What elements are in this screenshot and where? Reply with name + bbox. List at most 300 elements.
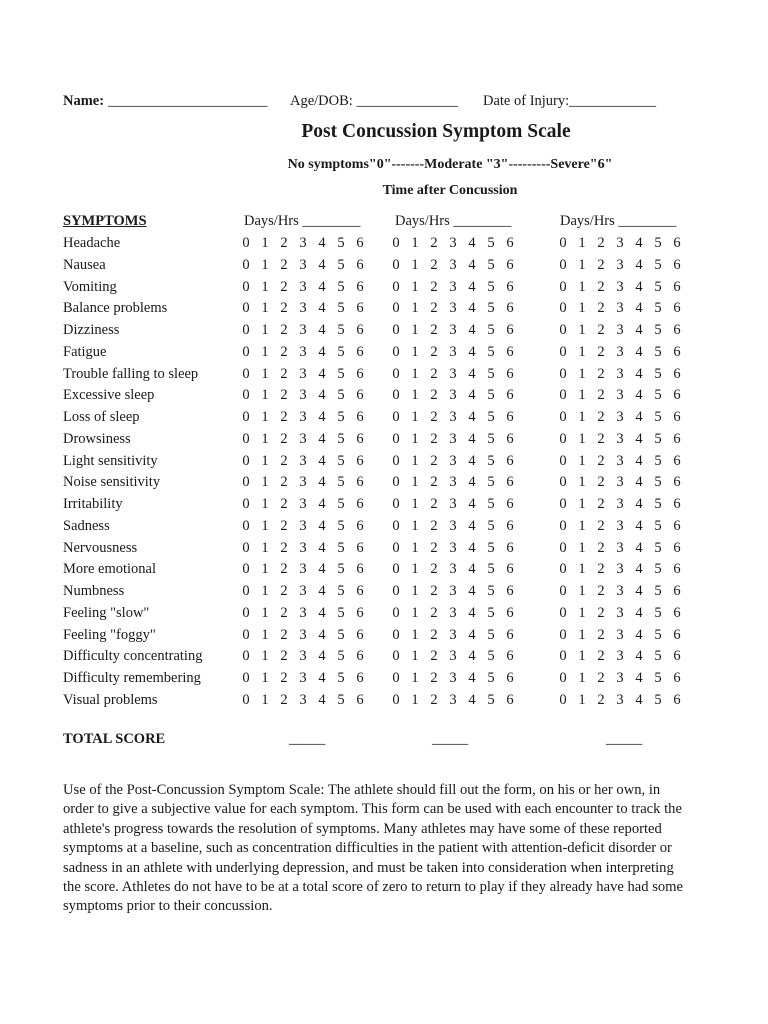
rating-option[interactable]: 2 [280, 583, 288, 599]
rating-option[interactable]: 2 [597, 409, 605, 425]
rating-option[interactable]: 1 [578, 409, 586, 425]
rating-option[interactable]: 0 [392, 430, 400, 447]
rating-option[interactable]: 2 [597, 365, 605, 382]
rating-option[interactable]: 2 [597, 626, 605, 643]
rating-option[interactable]: 0 [392, 648, 400, 665]
rating-option[interactable]: 0 [392, 670, 400, 686]
rating-option[interactable]: 2 [280, 300, 288, 317]
rating-option[interactable]: 3 [616, 300, 624, 317]
rating-option[interactable]: 4 [635, 409, 643, 425]
rating-option[interactable]: 2 [430, 343, 438, 360]
rating-option[interactable]: 4 [318, 691, 326, 708]
rating-option[interactable]: 5 [487, 235, 495, 251]
rating-option[interactable]: 2 [597, 474, 605, 491]
rating-option[interactable]: 1 [578, 691, 586, 708]
rating-option[interactable]: 1 [578, 256, 586, 273]
rating-option[interactable]: 2 [280, 691, 288, 708]
rating-option[interactable]: 3 [449, 387, 457, 404]
rating-option[interactable]: 0 [242, 300, 250, 317]
rating-option[interactable]: 6 [506, 670, 514, 686]
rating-option[interactable]: 6 [506, 691, 514, 708]
rating-option[interactable]: 1 [411, 300, 419, 317]
rating-option[interactable]: 3 [449, 256, 457, 273]
rating-option[interactable]: 3 [449, 235, 457, 251]
days-hrs-field-3[interactable]: Days/Hrs ________ [560, 213, 677, 229]
rating-option[interactable]: 0 [559, 430, 567, 447]
rating-option[interactable]: 1 [578, 583, 586, 599]
rating-option[interactable]: 3 [616, 670, 624, 686]
rating-option[interactable]: 2 [280, 517, 288, 534]
rating-option[interactable]: 6 [506, 583, 514, 599]
rating-option[interactable]: 3 [616, 387, 624, 404]
rating-option[interactable]: 6 [356, 539, 364, 556]
rating-option[interactable]: 0 [392, 300, 400, 317]
rating-option[interactable]: 4 [635, 539, 643, 556]
rating-option[interactable]: 5 [487, 691, 495, 708]
rating-option[interactable]: 0 [559, 670, 567, 686]
rating-option[interactable]: 4 [468, 387, 476, 404]
rating-option[interactable]: 4 [468, 517, 476, 534]
rating-option[interactable]: 6 [356, 474, 364, 491]
rating-option[interactable]: 1 [261, 583, 269, 599]
rating-option[interactable]: 6 [356, 604, 364, 621]
rating-option[interactable]: 3 [299, 365, 307, 382]
rating-option[interactable]: 0 [392, 278, 400, 295]
rating-option[interactable]: 0 [392, 409, 400, 425]
rating-option[interactable]: 3 [299, 452, 307, 469]
rating-option[interactable]: 6 [673, 387, 681, 404]
rating-option[interactable]: 6 [356, 387, 364, 404]
rating-option[interactable]: 3 [449, 561, 457, 578]
rating-option[interactable]: 3 [616, 278, 624, 295]
rating-option[interactable]: 0 [242, 256, 250, 273]
rating-option[interactable]: 2 [280, 430, 288, 447]
rating-option[interactable]: 5 [337, 474, 345, 491]
rating-option[interactable]: 0 [392, 604, 400, 621]
rating-option[interactable]: 5 [337, 604, 345, 621]
rating-option[interactable]: 1 [261, 474, 269, 491]
rating-option[interactable]: 4 [318, 496, 326, 512]
rating-option[interactable]: 2 [597, 343, 605, 360]
rating-option[interactable]: 4 [318, 300, 326, 317]
rating-option[interactable]: 2 [430, 278, 438, 295]
rating-option[interactable]: 3 [449, 409, 457, 425]
rating-option[interactable]: 2 [430, 561, 438, 578]
rating-option[interactable]: 0 [559, 539, 567, 556]
rating-option[interactable]: 1 [411, 343, 419, 360]
rating-option[interactable]: 5 [487, 626, 495, 643]
rating-option[interactable]: 2 [280, 322, 288, 338]
rating-option[interactable]: 0 [392, 452, 400, 469]
rating-option[interactable]: 2 [280, 278, 288, 295]
rating-option[interactable]: 5 [487, 452, 495, 469]
rating-option[interactable]: 1 [261, 322, 269, 338]
rating-option[interactable]: 6 [356, 322, 364, 338]
rating-option[interactable]: 5 [337, 670, 345, 686]
rating-option[interactable]: 6 [673, 604, 681, 621]
rating-option[interactable]: 4 [468, 539, 476, 556]
rating-option[interactable]: 6 [356, 648, 364, 665]
rating-option[interactable]: 6 [356, 300, 364, 317]
rating-option[interactable]: 4 [468, 561, 476, 578]
rating-option[interactable]: 3 [449, 278, 457, 295]
rating-option[interactable]: 6 [673, 430, 681, 447]
rating-option[interactable]: 4 [468, 430, 476, 447]
rating-option[interactable]: 1 [578, 278, 586, 295]
rating-option[interactable]: 1 [578, 300, 586, 317]
rating-option[interactable]: 3 [616, 256, 624, 273]
rating-option[interactable]: 4 [318, 626, 326, 643]
rating-option[interactable]: 6 [356, 496, 364, 512]
rating-option[interactable]: 6 [673, 235, 681, 251]
rating-option[interactable]: 2 [280, 539, 288, 556]
rating-option[interactable]: 1 [411, 648, 419, 665]
rating-option[interactable]: 6 [356, 691, 364, 708]
rating-option[interactable]: 1 [261, 517, 269, 534]
rating-option[interactable]: 0 [392, 343, 400, 360]
rating-option[interactable]: 0 [559, 300, 567, 317]
rating-option[interactable]: 1 [261, 670, 269, 686]
rating-option[interactable]: 5 [654, 365, 662, 382]
rating-option[interactable]: 6 [506, 430, 514, 447]
rating-option[interactable]: 6 [506, 235, 514, 251]
rating-option[interactable]: 6 [506, 365, 514, 382]
rating-option[interactable]: 4 [635, 474, 643, 491]
rating-option[interactable]: 0 [559, 496, 567, 512]
rating-option[interactable]: 4 [635, 300, 643, 317]
rating-option[interactable]: 1 [411, 430, 419, 447]
rating-option[interactable]: 3 [616, 648, 624, 665]
rating-option[interactable]: 5 [337, 626, 345, 643]
rating-option[interactable]: 3 [449, 300, 457, 317]
rating-option[interactable]: 2 [430, 365, 438, 382]
rating-option[interactable]: 3 [449, 474, 457, 491]
rating-option[interactable]: 5 [654, 496, 662, 512]
rating-option[interactable]: 0 [559, 626, 567, 643]
rating-option[interactable]: 0 [392, 496, 400, 512]
rating-option[interactable]: 5 [487, 278, 495, 295]
rating-option[interactable]: 3 [449, 496, 457, 512]
rating-option[interactable]: 0 [242, 496, 250, 512]
rating-option[interactable]: 4 [468, 452, 476, 469]
rating-option[interactable]: 4 [318, 278, 326, 295]
rating-option[interactable]: 5 [654, 409, 662, 425]
rating-option[interactable]: 5 [487, 300, 495, 317]
rating-option[interactable]: 1 [578, 474, 586, 491]
rating-option[interactable]: 2 [430, 430, 438, 447]
rating-option[interactable]: 2 [280, 496, 288, 512]
rating-option[interactable]: 3 [299, 322, 307, 338]
rating-option[interactable]: 3 [299, 278, 307, 295]
rating-option[interactable]: 5 [654, 343, 662, 360]
rating-option[interactable]: 1 [411, 474, 419, 491]
rating-option[interactable]: 3 [449, 430, 457, 447]
rating-option[interactable]: 1 [578, 387, 586, 404]
rating-option[interactable]: 5 [337, 256, 345, 273]
rating-option[interactable]: 0 [559, 561, 567, 578]
rating-option[interactable]: 4 [318, 322, 326, 338]
rating-option[interactable]: 2 [597, 517, 605, 534]
rating-option[interactable]: 5 [337, 300, 345, 317]
total-score-field-1[interactable]: _____ [289, 731, 326, 747]
rating-option[interactable]: 6 [356, 452, 364, 469]
rating-option[interactable]: 2 [597, 452, 605, 469]
days-hrs-field-2[interactable]: Days/Hrs ________ [395, 213, 512, 229]
rating-option[interactable]: 0 [392, 256, 400, 273]
rating-option[interactable]: 3 [449, 452, 457, 469]
rating-option[interactable]: 1 [411, 235, 419, 251]
rating-option[interactable]: 2 [597, 561, 605, 578]
rating-option[interactable]: 0 [392, 626, 400, 643]
rating-option[interactable]: 6 [356, 561, 364, 578]
rating-option[interactable]: 1 [411, 409, 419, 425]
rating-option[interactable]: 1 [578, 517, 586, 534]
rating-option[interactable]: 2 [280, 452, 288, 469]
rating-option[interactable]: 6 [673, 583, 681, 599]
rating-option[interactable]: 4 [635, 365, 643, 382]
rating-option[interactable]: 2 [430, 235, 438, 251]
rating-option[interactable]: 6 [673, 365, 681, 382]
rating-option[interactable]: 2 [280, 387, 288, 404]
rating-option[interactable]: 5 [487, 517, 495, 534]
rating-option[interactable]: 6 [506, 387, 514, 404]
rating-option[interactable]: 6 [673, 278, 681, 295]
rating-option[interactable]: 4 [318, 648, 326, 665]
rating-option[interactable]: 4 [468, 496, 476, 512]
rating-option[interactable]: 1 [578, 604, 586, 621]
rating-option[interactable]: 4 [635, 343, 643, 360]
rating-option[interactable]: 6 [356, 256, 364, 273]
rating-option[interactable]: 1 [578, 322, 586, 338]
rating-option[interactable]: 1 [411, 604, 419, 621]
rating-option[interactable]: 2 [597, 300, 605, 317]
rating-option[interactable]: 6 [673, 452, 681, 469]
rating-option[interactable]: 4 [635, 626, 643, 643]
days-hrs-field-1[interactable]: Days/Hrs ________ [244, 213, 361, 229]
rating-option[interactable]: 1 [411, 496, 419, 512]
rating-option[interactable]: 1 [578, 496, 586, 512]
rating-option[interactable]: 2 [597, 278, 605, 295]
rating-option[interactable]: 5 [337, 430, 345, 447]
rating-option[interactable]: 4 [468, 322, 476, 338]
rating-option[interactable]: 2 [430, 626, 438, 643]
rating-option[interactable]: 0 [559, 387, 567, 404]
rating-option[interactable]: 1 [578, 430, 586, 447]
rating-option[interactable]: 4 [318, 583, 326, 599]
rating-option[interactable]: 2 [597, 387, 605, 404]
rating-option[interactable]: 3 [299, 474, 307, 491]
rating-option[interactable]: 6 [673, 256, 681, 273]
rating-option[interactable]: 2 [430, 387, 438, 404]
rating-option[interactable]: 6 [673, 343, 681, 360]
rating-option[interactable]: 1 [411, 539, 419, 556]
rating-option[interactable]: 5 [337, 322, 345, 338]
rating-option[interactable]: 4 [318, 474, 326, 491]
rating-option[interactable]: 1 [578, 670, 586, 686]
rating-option[interactable]: 4 [318, 365, 326, 382]
rating-option[interactable]: 5 [337, 343, 345, 360]
rating-option[interactable]: 4 [635, 496, 643, 512]
rating-option[interactable]: 1 [578, 561, 586, 578]
total-score-field-2[interactable]: _____ [432, 731, 469, 747]
rating-option[interactable]: 0 [559, 256, 567, 273]
rating-option[interactable]: 3 [449, 648, 457, 665]
rating-option[interactable]: 5 [654, 322, 662, 338]
rating-option[interactable]: 2 [430, 583, 438, 599]
rating-option[interactable]: 4 [468, 474, 476, 491]
rating-option[interactable]: 4 [468, 365, 476, 382]
rating-option[interactable]: 5 [654, 256, 662, 273]
rating-option[interactable]: 2 [280, 235, 288, 251]
rating-option[interactable]: 5 [487, 322, 495, 338]
rating-option[interactable]: 6 [506, 474, 514, 491]
rating-option[interactable]: 5 [487, 409, 495, 425]
rating-option[interactable]: 3 [299, 648, 307, 665]
rating-option[interactable]: 2 [280, 343, 288, 360]
rating-option[interactable]: 5 [487, 365, 495, 382]
rating-option[interactable]: 3 [299, 256, 307, 273]
rating-option[interactable]: 5 [337, 691, 345, 708]
rating-option[interactable]: 3 [616, 452, 624, 469]
rating-option[interactable]: 5 [487, 604, 495, 621]
rating-option[interactable]: 6 [506, 604, 514, 621]
rating-option[interactable]: 6 [506, 626, 514, 643]
rating-option[interactable]: 2 [280, 256, 288, 273]
rating-option[interactable]: 3 [299, 430, 307, 447]
rating-option[interactable]: 0 [242, 235, 250, 251]
rating-option[interactable]: 4 [468, 604, 476, 621]
rating-option[interactable]: 5 [487, 539, 495, 556]
rating-option[interactable]: 5 [654, 430, 662, 447]
rating-option[interactable]: 1 [578, 343, 586, 360]
rating-option[interactable]: 6 [506, 517, 514, 534]
rating-option[interactable]: 3 [299, 691, 307, 708]
rating-option[interactable]: 5 [337, 387, 345, 404]
rating-option[interactable]: 0 [559, 474, 567, 491]
rating-option[interactable]: 5 [487, 496, 495, 512]
rating-option[interactable]: 4 [635, 691, 643, 708]
rating-option[interactable]: 1 [411, 452, 419, 469]
rating-option[interactable]: 6 [673, 626, 681, 643]
rating-option[interactable]: 1 [261, 496, 269, 512]
rating-option[interactable]: 3 [616, 517, 624, 534]
rating-option[interactable]: 0 [242, 583, 250, 599]
rating-option[interactable]: 0 [559, 235, 567, 251]
rating-option[interactable]: 6 [506, 322, 514, 338]
rating-option[interactable]: 0 [242, 430, 250, 447]
rating-option[interactable]: 3 [449, 670, 457, 686]
rating-option[interactable]: 5 [337, 539, 345, 556]
rating-option[interactable]: 4 [468, 278, 476, 295]
rating-option[interactable]: 4 [318, 561, 326, 578]
rating-option[interactable]: 5 [654, 278, 662, 295]
rating-option[interactable]: 1 [411, 256, 419, 273]
rating-option[interactable]: 4 [635, 430, 643, 447]
rating-option[interactable]: 6 [673, 561, 681, 578]
rating-option[interactable]: 5 [487, 256, 495, 273]
rating-option[interactable]: 0 [242, 278, 250, 295]
rating-option[interactable]: 3 [449, 539, 457, 556]
rating-option[interactable]: 3 [616, 561, 624, 578]
rating-option[interactable]: 6 [673, 648, 681, 665]
rating-option[interactable]: 5 [654, 561, 662, 578]
rating-option[interactable]: 1 [261, 539, 269, 556]
rating-option[interactable]: 0 [392, 387, 400, 404]
rating-option[interactable]: 3 [616, 365, 624, 382]
rating-option[interactable]: 1 [261, 691, 269, 708]
rating-option[interactable]: 6 [356, 235, 364, 251]
rating-option[interactable]: 1 [578, 365, 586, 382]
rating-option[interactable]: 3 [449, 322, 457, 338]
rating-option[interactable]: 2 [597, 604, 605, 621]
rating-option[interactable]: 6 [673, 300, 681, 317]
rating-option[interactable]: 2 [597, 430, 605, 447]
rating-option[interactable]: 4 [635, 387, 643, 404]
rating-option[interactable]: 6 [356, 409, 364, 425]
rating-option[interactable]: 2 [430, 300, 438, 317]
rating-option[interactable]: 5 [654, 474, 662, 491]
rating-option[interactable]: 0 [559, 452, 567, 469]
rating-option[interactable]: 6 [673, 539, 681, 556]
rating-option[interactable]: 4 [635, 561, 643, 578]
rating-option[interactable]: 2 [280, 604, 288, 621]
rating-option[interactable]: 1 [261, 648, 269, 665]
rating-option[interactable]: 2 [280, 365, 288, 382]
rating-option[interactable]: 6 [356, 670, 364, 686]
rating-option[interactable]: 6 [506, 300, 514, 317]
rating-option[interactable]: 2 [430, 670, 438, 686]
rating-option[interactable]: 2 [597, 583, 605, 599]
rating-option[interactable]: 1 [411, 626, 419, 643]
rating-option[interactable]: 3 [449, 365, 457, 382]
rating-option[interactable]: 4 [318, 256, 326, 273]
rating-option[interactable]: 3 [616, 343, 624, 360]
rating-option[interactable]: 0 [559, 604, 567, 621]
rating-option[interactable]: 1 [261, 235, 269, 251]
rating-option[interactable]: 5 [654, 300, 662, 317]
rating-option[interactable]: 2 [430, 604, 438, 621]
date-of-injury-field[interactable]: Date of Injury:____________ [483, 93, 657, 109]
rating-option[interactable]: 1 [411, 561, 419, 578]
rating-option[interactable]: 6 [506, 452, 514, 469]
rating-option[interactable]: 1 [411, 670, 419, 686]
rating-option[interactable]: 2 [430, 648, 438, 665]
rating-option[interactable]: 4 [318, 604, 326, 621]
rating-option[interactable]: 6 [356, 430, 364, 447]
rating-option[interactable]: 2 [430, 517, 438, 534]
rating-option[interactable]: 4 [318, 343, 326, 360]
rating-option[interactable]: 0 [392, 561, 400, 578]
rating-option[interactable]: 1 [261, 278, 269, 295]
rating-option[interactable]: 6 [506, 278, 514, 295]
rating-option[interactable]: 6 [673, 691, 681, 708]
rating-option[interactable]: 3 [299, 235, 307, 251]
rating-option[interactable]: 5 [487, 648, 495, 665]
rating-option[interactable]: 1 [411, 691, 419, 708]
rating-option[interactable]: 3 [299, 387, 307, 404]
rating-option[interactable]: 3 [449, 517, 457, 534]
rating-option[interactable]: 0 [559, 322, 567, 338]
rating-option[interactable]: 5 [337, 409, 345, 425]
rating-option[interactable]: 2 [280, 409, 288, 425]
rating-option[interactable]: 1 [578, 648, 586, 665]
rating-option[interactable]: 1 [411, 387, 419, 404]
rating-option[interactable]: 4 [468, 648, 476, 665]
rating-option[interactable]: 6 [506, 409, 514, 425]
rating-option[interactable]: 6 [673, 517, 681, 534]
rating-option[interactable]: 3 [299, 561, 307, 578]
rating-option[interactable]: 5 [654, 670, 662, 686]
